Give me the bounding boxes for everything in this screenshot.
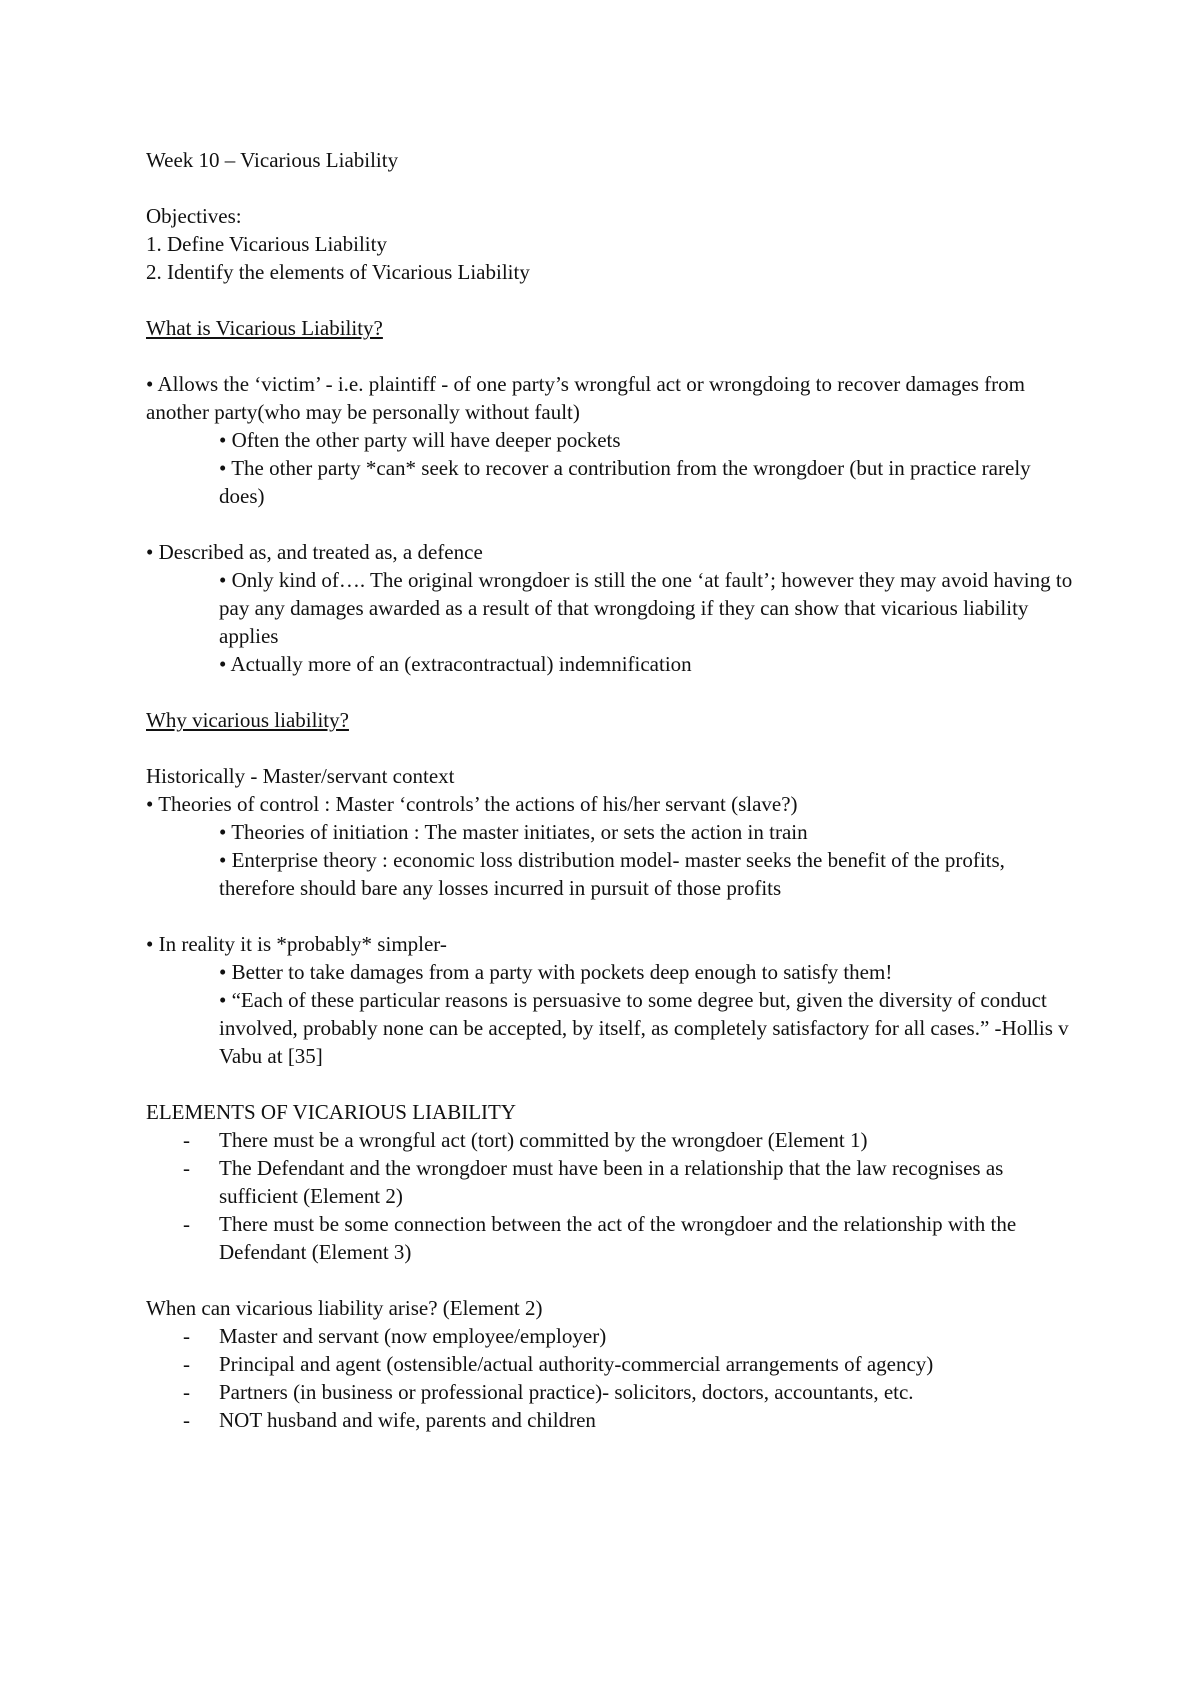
sub-bullet: • Enterprise theory : economic loss distribution model- master seeks the benefit of the profits, therefore should bare any losses incurred in pursuit of those profits (219, 848, 1005, 900)
bullet-in-reality: • In reality it is *probably* simpler- (146, 932, 447, 956)
dash-marker: - (183, 1408, 190, 1432)
bullet-theories-control: • Theories of control : Master ‘controls’ the actions of his/her servant (slave?) (146, 792, 798, 816)
when-list (146, 1322, 1076, 1434)
sub-bullet-quote: • “Each of these particular reasons is persuasive to some degree but, given the diversity of conduct involved, probably none can be accepted, by itself, as completely satisfactory for all cases.” -Hollis v Vabu at [35] (219, 988, 1069, 1068)
objective-item: 2. Identify the elements of Vicarious Liability (146, 260, 530, 284)
document-title: Week 10 – Vicarious Liability (146, 148, 399, 172)
dash-marker: - (183, 1212, 190, 1236)
list-item-text: The Defendant and the wrongdoer must have been in a relationship that the law recognises as sufficient (Element 2) (219, 1156, 1004, 1208)
section-heading-what-is: What is Vicarious Liability? (146, 316, 383, 340)
section-heading-elements: ELEMENTS OF VICARIOUS LIABILITY (146, 1100, 517, 1124)
dash-marker: - (183, 1352, 190, 1376)
list-item (146, 1350, 1076, 1378)
sub-bullet: • Only kind of…. The original wrongdoer is still the one ‘at fault’; however they may avoid having to pay any damages awarded as a result of that wrongdoing if they can show that vicarious liability applies (219, 568, 1073, 648)
sub-bullet: • Actually more of an (extracontractual) indemnification (219, 652, 692, 676)
list-item-text: Principal and agent (ostensible/actual authority-commercial arrangements of agency) (219, 1352, 934, 1376)
list-item-text: There must be a wrongful act (tort) committed by the wrongdoer (Element 1) (219, 1128, 868, 1152)
list-item-text: There must be some connection between the act of the wrongdoer and the relationship with the Defendant (Element 3) (219, 1212, 1017, 1264)
sub-bullet: • The other party *can* seek to recover a contribution from the wrongdoer (but in practice rarely does) (219, 456, 1031, 508)
dash-marker: - (183, 1324, 190, 1348)
bullet-defence: • Described as, and treated as, a defence (146, 540, 483, 564)
list-item (146, 1126, 1076, 1154)
dash-marker: - (183, 1128, 190, 1152)
list-item (146, 1154, 1076, 1210)
sub-bullet: • Often the other party will have deeper pockets (219, 428, 621, 452)
dash-marker: - (183, 1380, 190, 1404)
list-item-text: Master and servant (now employee/employer) (219, 1324, 607, 1348)
bullet-allows-victim: • Allows the ‘victim’ - i.e. plaintiff - of one party’s wrongful act or wrongdoing to recover damages from another party(who may be personally without fault) (146, 372, 1026, 424)
sub-bullet: • Better to take damages from a party with pockets deep enough to satisfy them! (219, 960, 893, 984)
objectives-heading: Objectives: (146, 204, 242, 228)
objective-item: 1. Define Vicarious Liability (146, 232, 387, 256)
dash-marker: - (183, 1156, 190, 1180)
document-body (146, 146, 1076, 1434)
list-item (146, 1406, 1076, 1434)
sub-bullet: • Theories of initiation : The master initiates, or sets the action in train (219, 820, 808, 844)
list-item (146, 1210, 1076, 1266)
section-heading-why: Why vicarious liability? (146, 708, 349, 732)
list-item-text: Partners (in business or professional practice)- solicitors, doctors, accountants, etc. (219, 1380, 914, 1404)
section-heading-when: When can vicarious liability arise? (Element 2) (146, 1296, 543, 1320)
historically-line: Historically - Master/servant context (146, 764, 455, 788)
elements-list (146, 1126, 1076, 1266)
list-item (146, 1322, 1076, 1350)
list-item (146, 1378, 1076, 1406)
list-item-text: NOT husband and wife, parents and children (219, 1408, 596, 1432)
